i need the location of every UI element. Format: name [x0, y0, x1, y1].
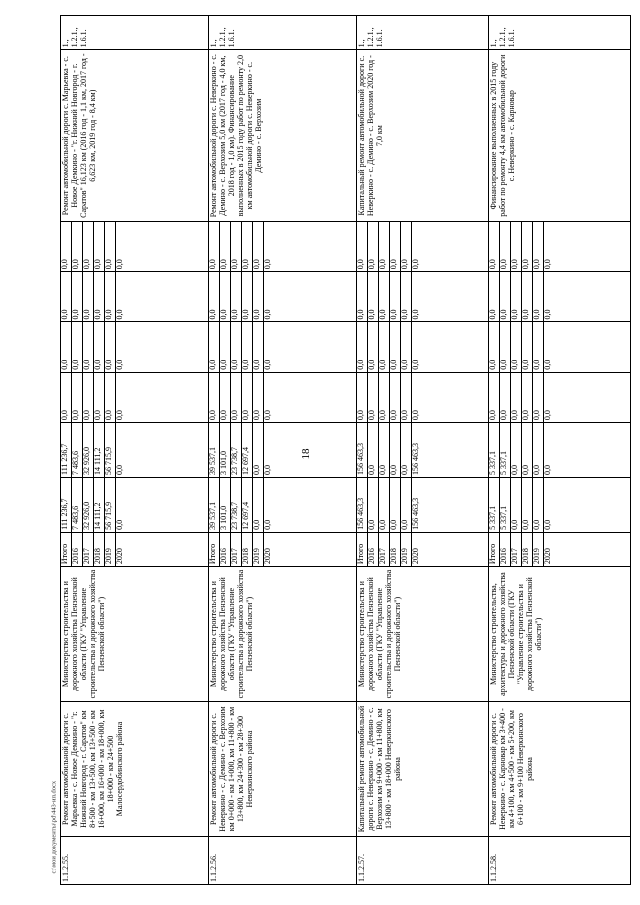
- year-cell-value: 2018: [390, 533, 401, 566]
- regional-budget-cell: [489, 423, 631, 478]
- other-sources-cell-value: 0,0: [105, 272, 116, 321]
- total-cell-value: 156 463,3: [357, 478, 368, 532]
- year-cell-value: 2016: [220, 533, 231, 566]
- total-cell-value: 5 337,1: [489, 478, 500, 532]
- regional-budget-cell-value: 156 463,3: [357, 423, 368, 477]
- local-budget-cell-value: 0,0: [72, 323, 83, 372]
- local-budget-cell-value: 0,0: [543, 359, 552, 370]
- footer-file-path: c:\мои документы\pd\443-ип.docx: [50, 780, 58, 874]
- year-cell-value: 2020: [115, 548, 124, 565]
- other-sources-cell-value: 0,0: [390, 272, 401, 321]
- regional-budget-cell-value: 0,0: [379, 423, 390, 477]
- total-cell-value: 0,0: [511, 478, 522, 532]
- other-sources-cell-value: 0,0: [411, 309, 420, 320]
- row-result: Ремонт автомобильной дороги с. Марьевка - с. Новое Демкино - "г. Нижний Новгород - г. Саратов" 16,123 км (2016 год - 1,1 км, 2017 год - 6,623 км, 2019 год - 8,4 км): [61, 50, 209, 222]
- total-cell-value: 0,0: [253, 478, 264, 532]
- year-cell-value: 2016: [368, 533, 379, 566]
- year-cell-value: 2020: [263, 548, 272, 565]
- total-cell-value: 0,0: [115, 519, 124, 530]
- local-budget-cell-value: 0,0: [390, 323, 401, 372]
- total-cell-value: 0,0: [390, 478, 401, 532]
- federal-budget-cell-value: 0,0: [533, 373, 544, 422]
- local-budget-cell-value: 0,0: [220, 323, 231, 372]
- row-executor: Министерство строительства и дорожного хозяйства Пензенской области (ГКУ "Управление строительства и дорожного хозяйства Пензенской области"): [61, 567, 209, 702]
- regional-budget-cell-value: 0,0: [368, 423, 379, 477]
- extra-cell-value: 0,0: [231, 222, 242, 271]
- regional-budget-cell-value: 0,0: [115, 464, 124, 475]
- other-sources-cell-value: 0,0: [231, 272, 242, 321]
- year-cell: [61, 532, 209, 566]
- other-sources-cell-value: 0,0: [83, 272, 94, 321]
- other-sources-cell-value: 0,0: [500, 272, 511, 321]
- year-cell-value: 2019: [401, 533, 412, 566]
- local-budget-cell: [209, 322, 357, 372]
- extra-cell-value: 0,0: [511, 222, 522, 271]
- federal-budget-cell-value: 0,0: [242, 373, 253, 422]
- row-id: 1.1.2.56.: [209, 836, 357, 884]
- other-sources-cell-value: 0,0: [533, 272, 544, 321]
- local-budget-cell-value: 0,0: [231, 323, 242, 372]
- other-sources-cell-value: 0,0: [115, 309, 124, 320]
- year-cell-value: 2020: [411, 548, 420, 565]
- regional-budget-cell-value: 0,0: [533, 423, 544, 477]
- other-sources-cell-value: 0,0: [72, 272, 83, 321]
- federal-budget-cell-value: 0,0: [379, 373, 390, 422]
- federal-budget-cell-value: 0,0: [357, 373, 368, 422]
- regional-budget-cell-value: 39 537,1: [209, 423, 220, 477]
- other-sources-cell: [61, 272, 209, 322]
- extra-cell-value: 0,0: [368, 222, 379, 271]
- total-cell-value: 111 236,7: [61, 478, 72, 532]
- local-budget-cell-value: 0,0: [115, 359, 124, 370]
- local-budget-cell-value: 0,0: [511, 323, 522, 372]
- extra-cell-value: 0,0: [500, 222, 511, 271]
- local-budget-cell: [357, 322, 489, 372]
- total-cell-value: 7 483,6: [72, 478, 83, 532]
- other-sources-cell-value: 0,0: [94, 272, 105, 321]
- other-sources-cell-value: 0,0: [242, 272, 253, 321]
- year-cell-value: 2020: [543, 548, 552, 565]
- other-sources-cell-value: 0,0: [489, 272, 500, 321]
- year-cell-value: 2018: [94, 533, 105, 566]
- total-cell-value: 0,0: [368, 478, 379, 532]
- row-id: 1.1.2.55.: [61, 836, 209, 884]
- total-cell-value: 39 537,1: [209, 478, 220, 532]
- total-cell-value: 0,0: [543, 519, 552, 530]
- total-cell-value: 14 111,2: [94, 478, 105, 532]
- row-executor: Министерство строительства и дорожного хозяйства Пензенской области (ГКУ "Управление строительства и дорожного хозяйства Пензенской области"): [209, 567, 357, 702]
- federal-budget-cell-value: 0,0: [411, 410, 420, 421]
- row-executor: Министерство строительства и дорожного хозяйства Пензенской области (ГКУ "Управление строительства и дорожного хозяйства Пензенской области"): [357, 567, 489, 702]
- federal-budget-cell-value: 0,0: [105, 373, 116, 422]
- other-sources-cell-value: 0,0: [522, 272, 533, 321]
- federal-budget-cell-value: 0,0: [231, 373, 242, 422]
- total-cell-value: 0,0: [522, 478, 533, 532]
- extra-cell: [489, 221, 631, 271]
- total-cell-value: 0,0: [263, 519, 272, 530]
- year-cell: [489, 532, 631, 566]
- extra-cell-value: 0,0: [411, 259, 420, 270]
- other-sources-cell-value: 0,0: [368, 272, 379, 321]
- local-budget-cell-value: 0,0: [357, 323, 368, 372]
- extra-cell-value: 0,0: [115, 259, 124, 270]
- year-cell-value: 2017: [379, 533, 390, 566]
- extra-cell-value: 0,0: [253, 222, 264, 271]
- federal-budget-cell-value: 0,0: [489, 373, 500, 422]
- federal-budget-cell-value: 0,0: [500, 373, 511, 422]
- extra-cell-value: 0,0: [242, 222, 253, 271]
- total-cell-value: 156 463,3: [411, 497, 420, 530]
- regional-budget-cell-value: 14 111,2: [94, 423, 105, 477]
- federal-budget-cell-value: 0,0: [263, 410, 272, 421]
- local-budget-cell-value: 0,0: [401, 323, 412, 372]
- federal-budget-cell-value: 0,0: [511, 373, 522, 422]
- federal-budget-cell-value: 0,0: [522, 373, 533, 422]
- extra-cell-value: 0,0: [401, 222, 412, 271]
- row-indicators: 1., 1.2.1., 1.6.1.: [489, 16, 631, 50]
- regional-budget-cell-value: 32 926,0: [83, 423, 94, 477]
- other-sources-cell: [209, 272, 357, 322]
- total-cell-value: 3 101,0: [220, 478, 231, 532]
- table-row: [209, 16, 357, 885]
- local-budget-cell-value: 0,0: [94, 323, 105, 372]
- regional-budget-cell-value: 0,0: [263, 464, 272, 475]
- year-cell-value: 2018: [242, 533, 253, 566]
- extra-cell-value: 0,0: [390, 222, 401, 271]
- total-cell: [209, 477, 357, 532]
- other-sources-cell: [357, 272, 489, 322]
- other-sources-cell-value: 0,0: [253, 272, 264, 321]
- rotated-table: [60, 15, 630, 885]
- federal-budget-cell: [357, 372, 489, 422]
- extra-cell-value: 0,0: [543, 259, 552, 270]
- row-indicators: 1., 1.2.1., 1.6.1.: [209, 16, 357, 50]
- year-cell-value: 2017: [231, 533, 242, 566]
- row-result: Капитальный ремонт автомобильной дороги с. Неверкино - с. Демино - с. Верхозим 2020 год - 7,0 км: [357, 50, 489, 222]
- extra-cell-value: 0,0: [263, 259, 272, 270]
- row-id: 1.1.2.58.: [489, 836, 631, 884]
- federal-budget-cell: [61, 372, 209, 422]
- local-budget-cell-value: 0,0: [533, 323, 544, 372]
- extra-cell-value: 0,0: [105, 222, 116, 271]
- federal-budget-cell-value: 0,0: [220, 373, 231, 422]
- federal-budget-cell-value: 0,0: [401, 373, 412, 422]
- regional-budget-cell: [209, 423, 357, 478]
- extra-cell: [357, 221, 489, 271]
- row-name: Капитальный ремонт автомобильной дороги с. Неверкино - с. Демино - с. Верхозим км 9+000 - км 11+800, км 13+800 - км 18+000 Неверкинского района: [357, 702, 489, 837]
- local-budget-cell-value: 0,0: [411, 359, 420, 370]
- other-sources-cell-value: 0,0: [401, 272, 412, 321]
- local-budget-cell-value: 0,0: [379, 323, 390, 372]
- row-indicators: 1., 1.2.1., 1.6.1.: [61, 16, 209, 50]
- regional-budget-cell: [357, 423, 489, 478]
- extra-cell-value: 0,0: [357, 222, 368, 271]
- row-name: Ремонт автомобильной дороги с. Неверкино - с. Демино - с. Верхозим км 0+000 - км 1+000, км 11+800 - км 13+800, км 24+300 - км 28+300 Неверкинского района: [209, 702, 357, 837]
- regional-budget-cell-value: 5 337,1: [500, 423, 511, 477]
- federal-budget-cell-value: 0,0: [115, 410, 124, 421]
- table-row: [357, 16, 489, 885]
- regional-budget-cell: [61, 423, 209, 478]
- regional-budget-cell-value: 156 463,3: [411, 442, 420, 475]
- extra-cell-value: 0,0: [94, 222, 105, 271]
- federal-budget-cell-value: 0,0: [368, 373, 379, 422]
- local-budget-cell-value: 0,0: [105, 323, 116, 372]
- year-cell-value: 2018: [522, 533, 533, 566]
- total-cell-value: 12 697,4: [242, 478, 253, 532]
- local-budget-cell-value: 0,0: [61, 323, 72, 372]
- row-result: Ремонт автомобильной дороги с. Неверкино - с. Демино - с. Верхозим 5,0 км (2017 год - 4,0 км, 2018 год - 1,0 км). Финансирование выполненных в 2015 году работ по ремонту 2,0 км автомобильной дороги с. Неверкино - с. Демино - с. Верхозим: [209, 50, 357, 222]
- federal-budget-cell: [489, 372, 631, 422]
- year-cell-value: Итого: [357, 533, 368, 566]
- row-name: Ремонт автомобильной дороги с. Неверкино - с. Карновар км 3+400 - км 4+100, км 4+500 - км 5+200, км 6+100 - км 9+100 Неверкинского района: [489, 702, 631, 837]
- other-sources-cell-value: 0,0: [511, 272, 522, 321]
- year-cell-value: 2019: [253, 533, 264, 566]
- local-budget-cell-value: 0,0: [263, 359, 272, 370]
- total-cell-value: 0,0: [401, 478, 412, 532]
- extra-cell-value: 0,0: [83, 222, 94, 271]
- total-cell: [61, 477, 209, 532]
- year-cell-value: 2019: [105, 533, 116, 566]
- total-cell: [357, 477, 489, 532]
- regional-budget-cell-value: 23 738,7: [231, 423, 242, 477]
- row-name: Ремонт автомобильной дороги с. Марьевка - с. Новое Демкино - "г. Нижний Новгород - г. Саратов" км 8+500 - км 13+500, км 13+500 - км 16+000, км 16+000 - км 18+000, км 18+000 - км 24+500 Малосердобинского района: [61, 702, 209, 837]
- local-budget-cell-value: 0,0: [253, 323, 264, 372]
- regional-budget-cell-value: 0,0: [401, 423, 412, 477]
- year-cell-value: Итого: [489, 533, 500, 566]
- year-cell-value: 2016: [500, 533, 511, 566]
- year-cell-value: 2019: [533, 533, 544, 566]
- other-sources-cell-value: 0,0: [357, 272, 368, 321]
- regional-budget-cell-value: 0,0: [253, 423, 264, 477]
- regional-budget-cell-value: 0,0: [390, 423, 401, 477]
- other-sources-cell-value: 0,0: [61, 272, 72, 321]
- year-cell: [209, 532, 357, 566]
- extra-cell-value: 0,0: [72, 222, 83, 271]
- local-budget-cell-value: 0,0: [209, 323, 220, 372]
- local-budget-cell-value: 0,0: [368, 323, 379, 372]
- local-budget-cell: [61, 322, 209, 372]
- year-cell-value: Итого: [209, 533, 220, 566]
- total-cell-value: 23 738,7: [231, 478, 242, 532]
- federal-budget-cell-value: 0,0: [390, 373, 401, 422]
- row-id: 1.1.2.57.: [357, 836, 489, 884]
- other-sources-cell-value: 0,0: [263, 309, 272, 320]
- regional-budget-cell-value: 5 337,1: [489, 423, 500, 477]
- total-cell-value: 5 337,1: [500, 478, 511, 532]
- federal-budget-cell-value: 0,0: [253, 373, 264, 422]
- total-cell-value: 32 926,0: [83, 478, 94, 532]
- year-cell-value: 2016: [72, 533, 83, 566]
- federal-budget-cell: [209, 372, 357, 422]
- federal-budget-cell-value: 0,0: [72, 373, 83, 422]
- extra-cell: [61, 221, 209, 271]
- year-cell-value: Итого: [61, 533, 72, 566]
- other-sources-cell-value: 0,0: [379, 272, 390, 321]
- local-budget-cell-value: 0,0: [522, 323, 533, 372]
- table-row: [489, 16, 631, 885]
- regional-budget-cell-value: 12 697,4: [242, 423, 253, 477]
- year-cell-value: 2017: [83, 533, 94, 566]
- row-indicators: 1., 1.2.1., 1.6.1.: [357, 16, 489, 50]
- table-row: [61, 16, 209, 885]
- federal-budget-cell-value: 0,0: [543, 410, 552, 421]
- regional-budget-cell-value: 56 715,9: [105, 423, 116, 477]
- regional-budget-cell-value: 0,0: [543, 464, 552, 475]
- total-cell: [489, 477, 631, 532]
- regional-budget-cell-value: 7 483,6: [72, 423, 83, 477]
- local-budget-cell-value: 0,0: [500, 323, 511, 372]
- local-budget-cell-value: 0,0: [489, 323, 500, 372]
- federal-budget-cell-value: 0,0: [61, 373, 72, 422]
- year-cell-value: 2017: [511, 533, 522, 566]
- extra-cell-value: 0,0: [379, 222, 390, 271]
- other-sources-cell-value: 0,0: [220, 272, 231, 321]
- local-budget-cell-value: 0,0: [242, 323, 253, 372]
- document-table-area: [60, 15, 640, 885]
- federal-budget-cell-value: 0,0: [83, 373, 94, 422]
- page-number: 18: [300, 448, 312, 460]
- extra-cell-value: 0,0: [533, 222, 544, 271]
- regional-budget-cell-value: 3 101,0: [220, 423, 231, 477]
- total-cell-value: 56 715,9: [105, 478, 116, 532]
- regional-budget-cell-value: 0,0: [511, 423, 522, 477]
- total-cell-value: 0,0: [533, 478, 544, 532]
- other-sources-cell: [489, 272, 631, 322]
- extra-cell-value: 0,0: [220, 222, 231, 271]
- extra-cell-value: 0,0: [61, 222, 72, 271]
- year-cell: [357, 532, 489, 566]
- local-budget-cell: [489, 322, 631, 372]
- row-executor: Министерство строительства, архитектуры и дорожного хозяйства Пензенской области (ГКУ "Управление строительства и дорожного хозяйства Пензенской области"): [489, 567, 631, 702]
- federal-budget-cell-value: 0,0: [94, 373, 105, 422]
- federal-budget-cell-value: 0,0: [209, 373, 220, 422]
- program-table: [60, 15, 631, 885]
- regional-budget-cell-value: 111 236,7: [61, 423, 72, 477]
- row-result: Финансирование выполненных в 2015 году работ по ремонту 4,4 км автомобильной дороги с. Неверкино - с. Карновар: [489, 50, 631, 222]
- total-cell-value: 0,0: [379, 478, 390, 532]
- local-budget-cell-value: 0,0: [83, 323, 94, 372]
- extra-cell-value: 0,0: [209, 222, 220, 271]
- other-sources-cell-value: 0,0: [209, 272, 220, 321]
- other-sources-cell-value: 0,0: [543, 309, 552, 320]
- extra-cell-value: 0,0: [489, 222, 500, 271]
- extra-cell-value: 0,0: [522, 222, 533, 271]
- regional-budget-cell-value: 0,0: [522, 423, 533, 477]
- extra-cell: [209, 221, 357, 271]
